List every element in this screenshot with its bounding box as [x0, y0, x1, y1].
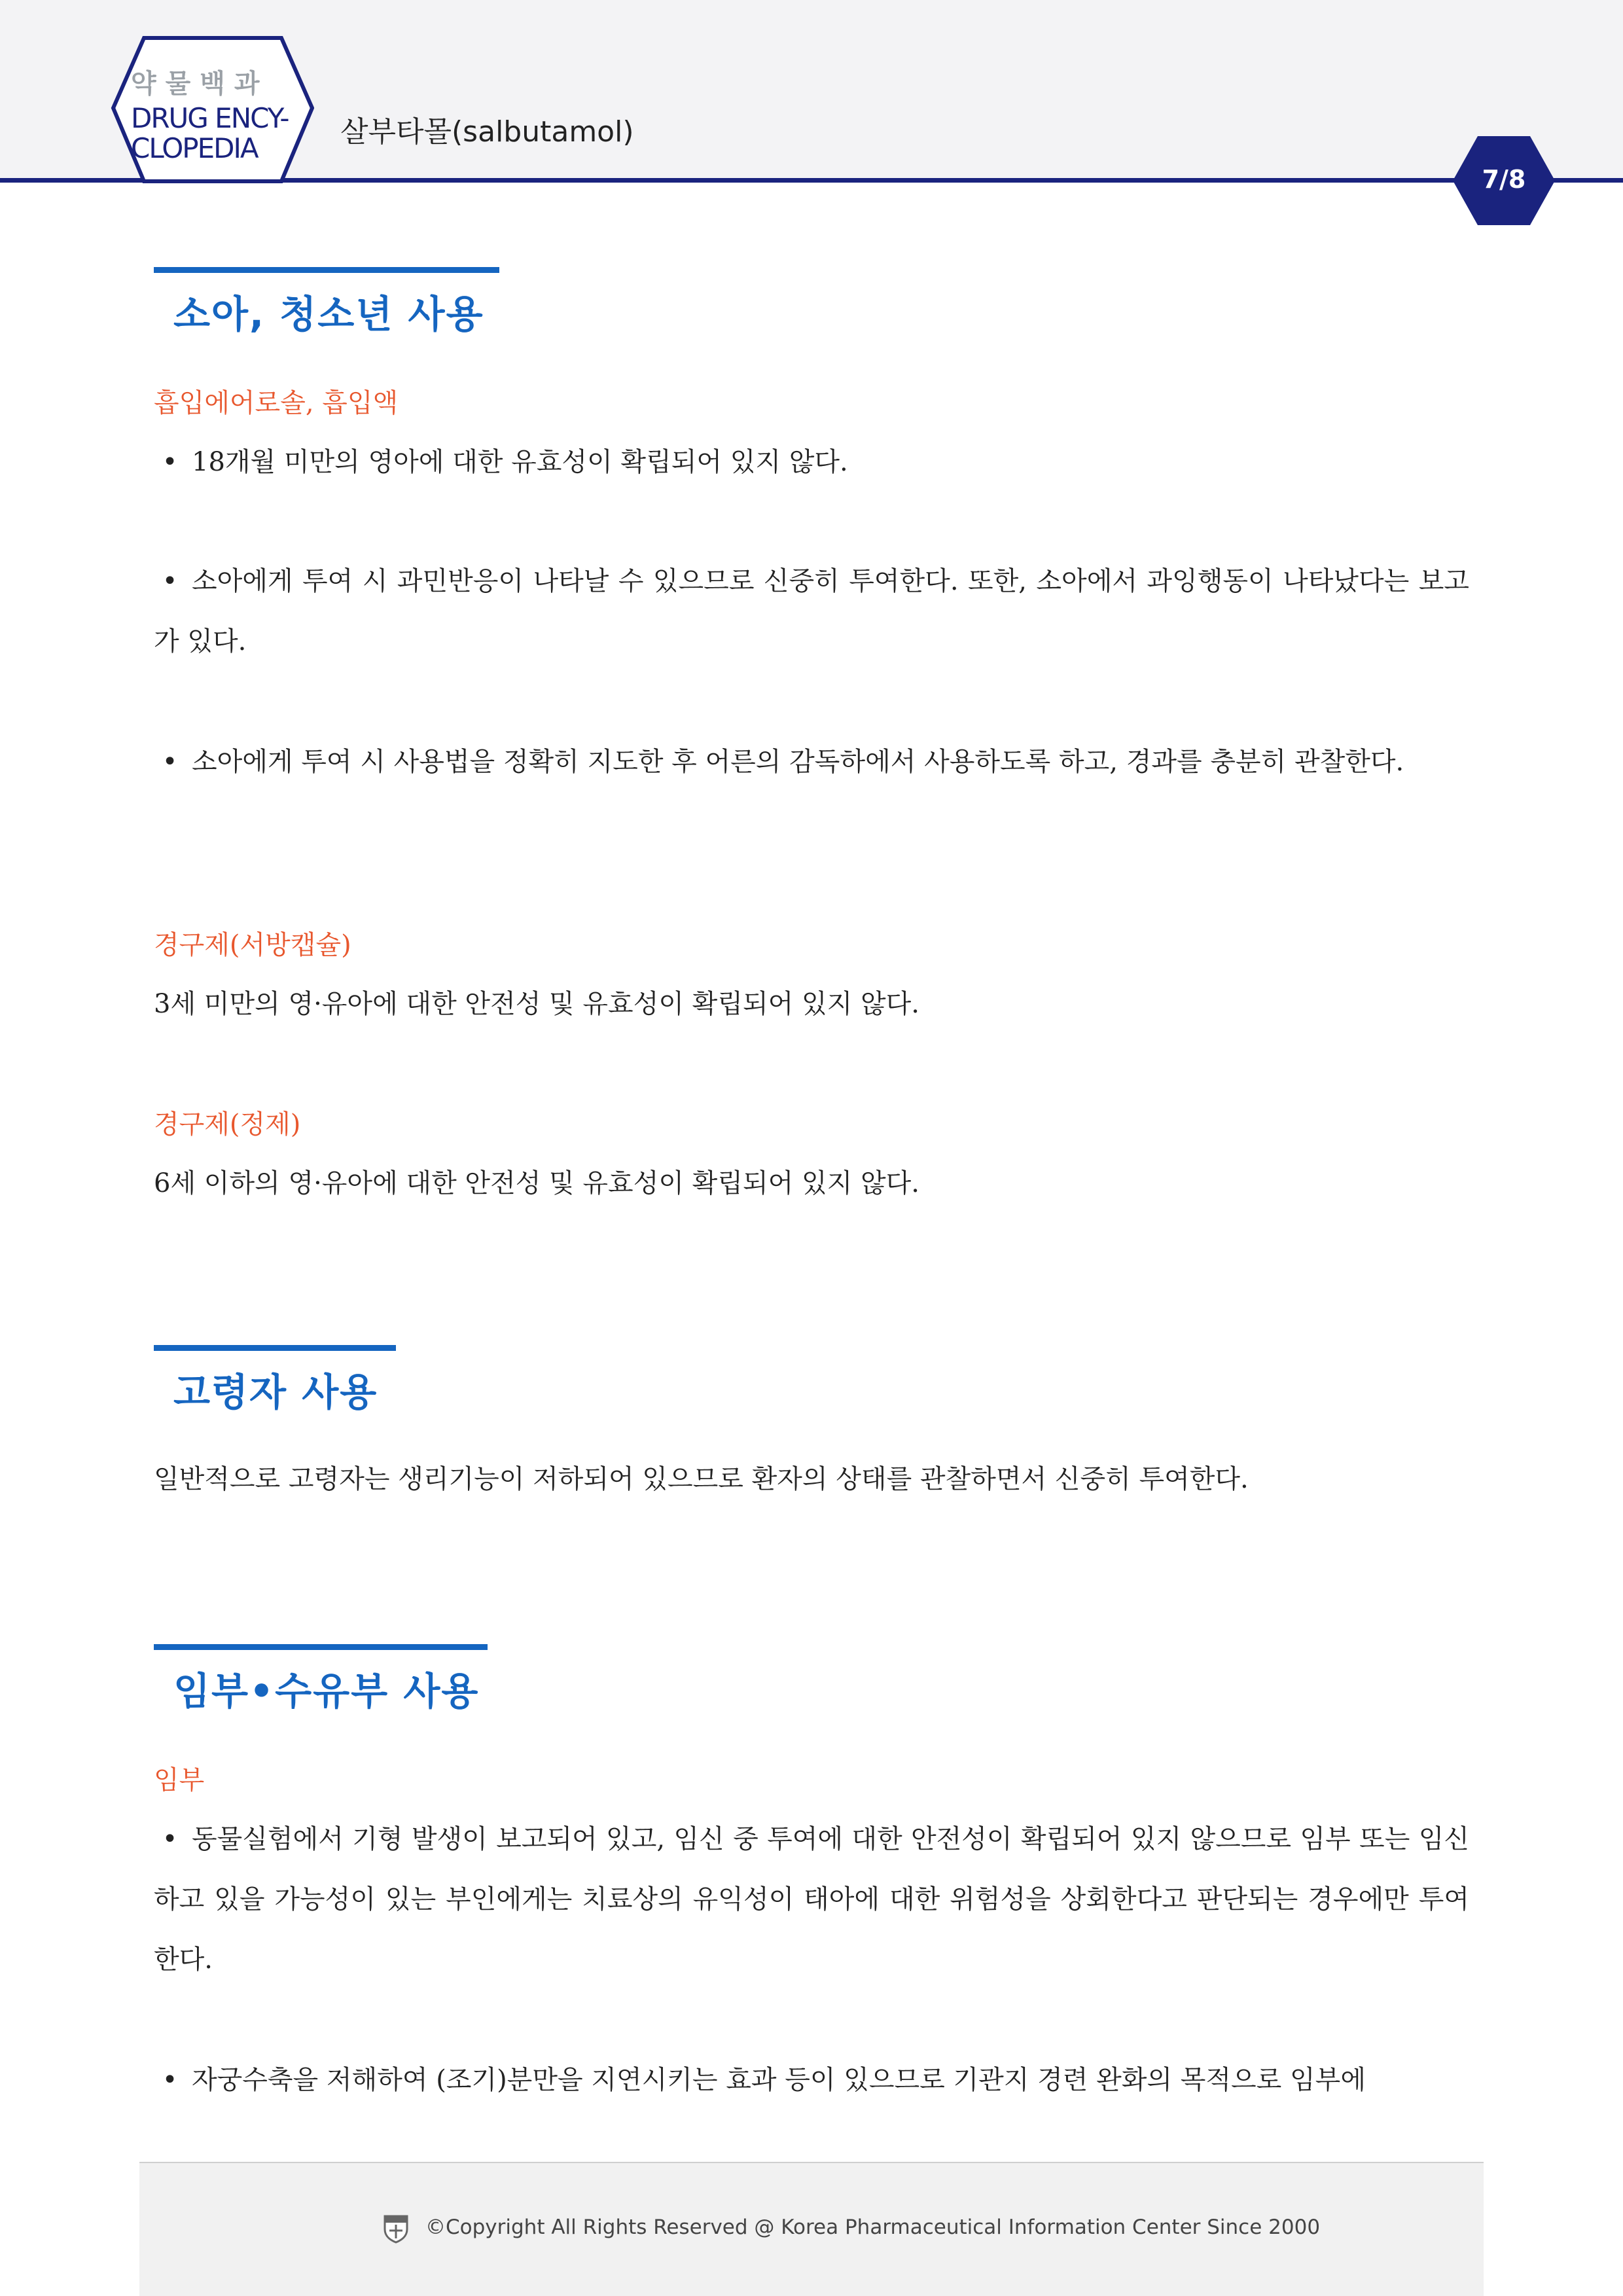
list-item: • 소아에게 투여 시 과민반응이 나타날 수 있으므로 신중히 투여한다. 또한, 소아에서 과잉행동이 나타났다는 보고가 있다.: [154, 566, 1469, 656]
section-bar: [154, 1345, 396, 1351]
list-item: • 동물실험에서 기형 발생이 보고되어 있고, 임신 중 투여에 대한 안전성이 확립되어 있지 않으므로 임부 또는 임신하고 있을 가능성이 있는 부인에게는 치료상의 유익성이 태아에 대한 위험성을 상회한다고 판단되는 경우에만 투여한다.: [154, 1824, 1469, 1975]
section-bar: [154, 267, 499, 273]
list-item: • 자궁수축을 저해하여 (조기)분만을 지연시키는 효과 등이 있으므로 기관지 경련 완화의 목적으로 임부에: [154, 2065, 1366, 2095]
section-title-pediatric: 소아, 청소년 사용: [173, 292, 484, 336]
list-item: • 소아에게 투여 시 사용법을 정확히 지도한 후 어른의 감독하에서 사용하도록 하고, 경과를 충분히 관찰한다.: [154, 747, 1404, 777]
section-title-elderly: 고령자 사용: [173, 1370, 378, 1414]
section-bar: [154, 1644, 488, 1650]
logo-english-line2: CLOPEDIA: [131, 132, 258, 164]
subtitle-inhalation: 흡입에어로솔, 흡입액: [154, 388, 399, 418]
logo: [131, 71, 289, 164]
drug-name: 살부타몰(salbutamol): [340, 115, 634, 149]
list-item: • 18개월 미만의 영아에 대한 유효성이 확립되어 있지 않다.: [154, 447, 848, 477]
page-indicator: 7/8: [1482, 165, 1526, 194]
tablet-text: 6세 이하의 영·유아에 대한 안전성 및 유효성이 확립되어 있지 않다.: [154, 1168, 919, 1198]
section-title-pregnancy: 임부•수유부 사용: [173, 1669, 480, 1713]
copyright-text: ©Copyright All Rights Reserved @ Korea Pharmaceutical Information Center Since 2000: [425, 2215, 1321, 2239]
subtitle-pregnant: 임부: [154, 1765, 205, 1795]
logo-english-line1: DRUG ENCY-: [131, 102, 289, 134]
capsule-text: 3세 미만의 영·유아에 대한 안전성 및 유효성이 확립되어 있지 않다.: [154, 989, 919, 1019]
subtitle-capsule: 경구제(서방캡슐): [154, 930, 351, 960]
elderly-text: 일반적으로 고령자는 생리기능이 저하되어 있으므로 환자의 상태를 관찰하면서 신중히 투여한다.: [154, 1464, 1249, 1494]
logo-korean: 약물백과: [131, 69, 269, 99]
shield-crest-icon: [383, 2214, 409, 2244]
subtitle-tablet: 경구제(정제): [154, 1109, 301, 1139]
